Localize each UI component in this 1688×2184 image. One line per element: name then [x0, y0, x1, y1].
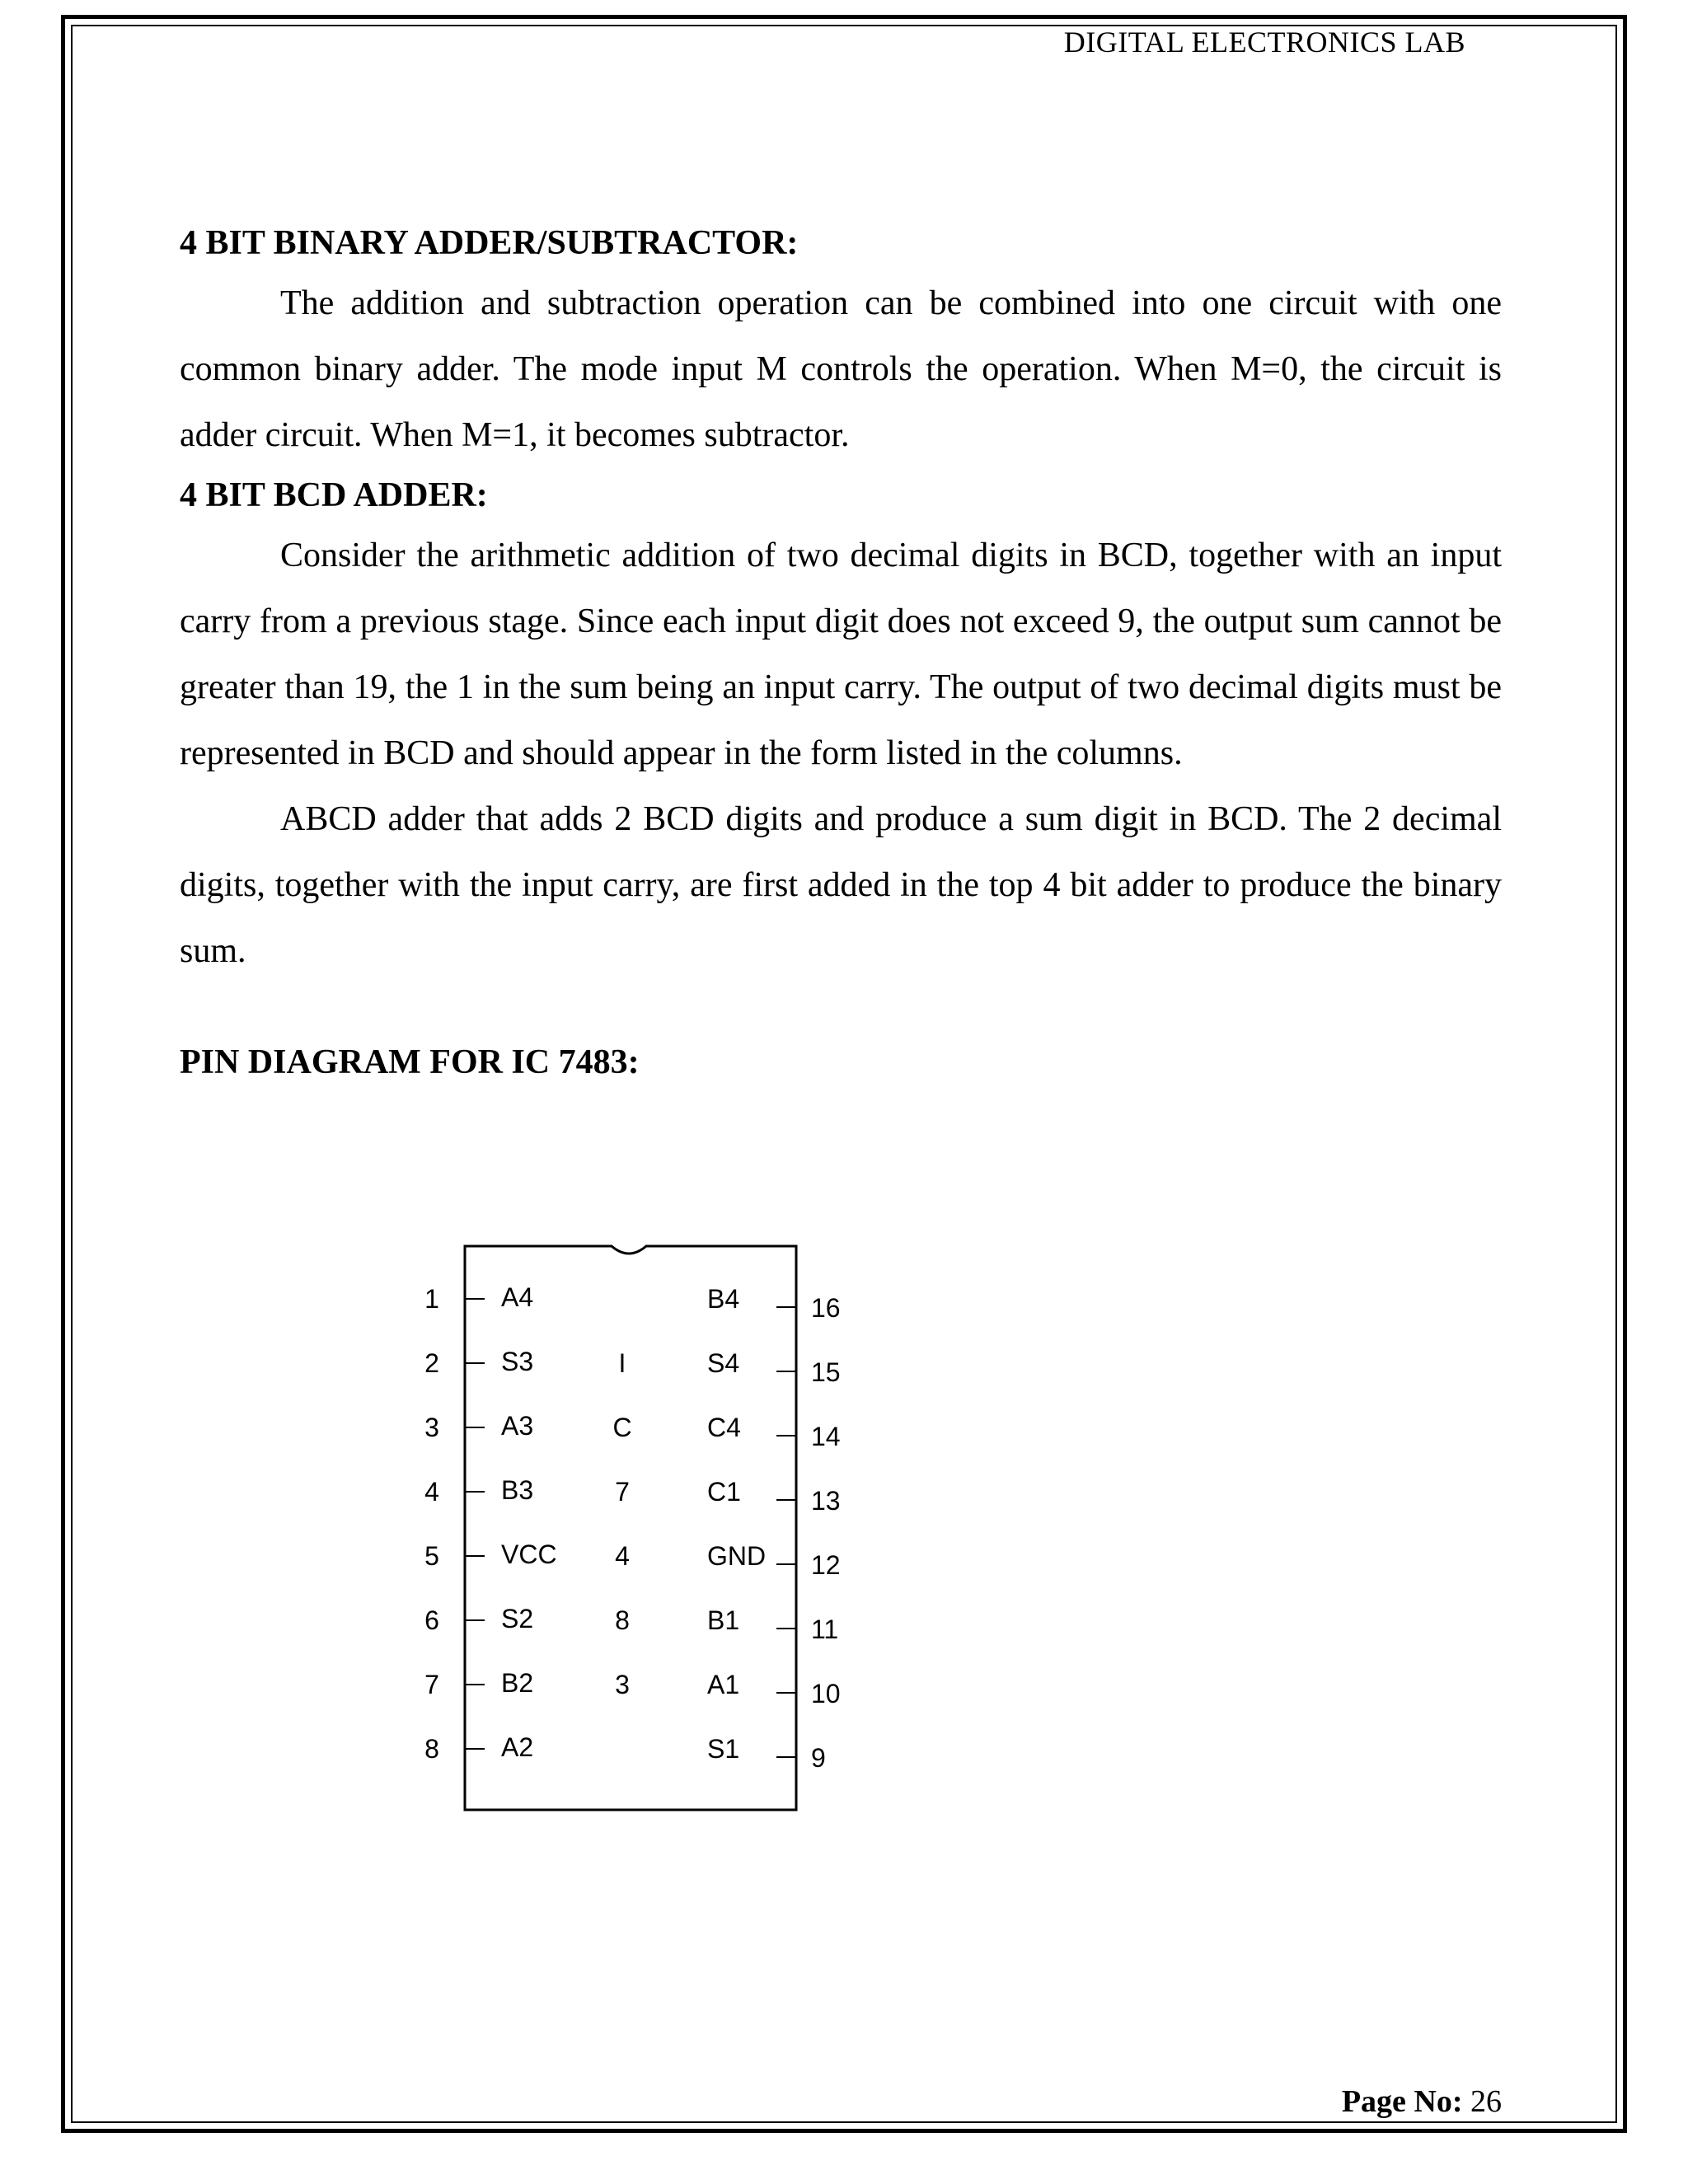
pin-name: S1	[707, 1734, 740, 1764]
right-pin	[707, 1284, 841, 1323]
pin-name: S4	[707, 1348, 740, 1378]
pin-number: 10	[811, 1679, 841, 1708]
pin-number: 6	[424, 1605, 439, 1635]
pin-number: 7	[424, 1670, 439, 1699]
right-pin	[707, 1541, 841, 1580]
pin-number: 15	[811, 1357, 841, 1387]
pin-name: B1	[707, 1605, 740, 1635]
pin-number: 4	[424, 1477, 439, 1507]
ic-body	[465, 1246, 796, 1810]
page-number-label: Page No:	[1341, 2084, 1463, 2119]
left-pin	[424, 1411, 533, 1442]
pin-number: 1	[424, 1284, 439, 1314]
paragraph-bcd-adder-2: ABCD adder that adds 2 BCD digits and produce a sum digit in BCD. The 2 decimal digits, together with the input carry, are first added in the top 4 bit adder to produce the binary sum.	[180, 800, 1502, 970]
pin-number: 5	[424, 1541, 439, 1571]
pin-name: S3	[501, 1347, 534, 1376]
right-pin	[707, 1605, 838, 1644]
pin-name: GND	[707, 1541, 767, 1571]
left-pin	[424, 1604, 533, 1635]
pin-name: S2	[501, 1604, 534, 1633]
chip-label-char: 8	[615, 1605, 630, 1635]
pin-name: B3	[501, 1475, 534, 1505]
paragraph-bcd-adder-1: Consider the arithmetic addition of two decimal digits in BCD, together with an input carry from a previous stage. Since each input digit does not exceed 9, the output sum cannot be greater than 19, the 1 in the sum being an input carry. The output of two decimal digits must be represented in BCD and should appear in the form listed in the columns.	[180, 537, 1502, 772]
right-pin-group	[707, 1284, 841, 1773]
chip-label-char: 4	[615, 1541, 630, 1571]
pin-name: A1	[707, 1670, 740, 1699]
page-footer	[1342, 2083, 1502, 2120]
ic-outline	[465, 1246, 796, 1810]
chip-label-char: I	[618, 1348, 626, 1378]
pin-name: A2	[501, 1732, 534, 1762]
section-title-adder-subtractor: 4 BIT BINARY ADDER/SUBTRACTOR:	[180, 224, 799, 262]
page-number: 26	[1470, 2084, 1502, 2119]
left-pin	[424, 1282, 533, 1314]
pin-number: 2	[424, 1348, 439, 1378]
section-title-bcd-adder: 4 BIT BCD ADDER:	[180, 476, 488, 514]
right-pin	[707, 1348, 841, 1387]
right-pin	[707, 1734, 826, 1773]
pin-number: 12	[811, 1550, 841, 1580]
pin-number: 16	[811, 1293, 841, 1323]
chip-label-group	[612, 1348, 631, 1699]
chip-label-char: C	[612, 1413, 632, 1442]
paragraph-adder-subtractor: The addition and subtraction operation can be combined into one circuit with one common binary adder. The mode input M controls the operation. When M=0, the circuit is adder circuit. When M=1, it becomes subtractor.	[180, 284, 1502, 454]
pin-name: C1	[707, 1477, 741, 1507]
pin-name: VCC	[501, 1540, 557, 1569]
pin-name: A4	[501, 1282, 534, 1312]
pin-number: 9	[811, 1743, 826, 1773]
pin-name: A3	[501, 1411, 534, 1441]
pin-number: 3	[424, 1413, 439, 1442]
left-pin	[424, 1540, 556, 1571]
running-header: DIGITAL ELECTRONICS LAB	[1063, 26, 1465, 59]
pin-name: B2	[501, 1668, 534, 1698]
section-title-pin-diagram: PIN DIAGRAM FOR IC 7483:	[180, 1043, 640, 1081]
pin-name: B4	[707, 1284, 740, 1314]
pin-number: 14	[811, 1422, 841, 1451]
right-pin	[707, 1477, 841, 1516]
left-pin	[424, 1732, 533, 1764]
chip-label-char: 7	[615, 1477, 630, 1507]
right-pin	[707, 1413, 841, 1451]
pin-number: 13	[811, 1486, 841, 1516]
right-pin	[707, 1670, 841, 1708]
pin-number: 8	[424, 1734, 439, 1764]
chip-label-char: 3	[615, 1670, 630, 1699]
pin-number: 11	[811, 1615, 839, 1644]
left-pin-group	[424, 1282, 556, 1764]
left-pin	[424, 1347, 533, 1378]
left-pin	[424, 1475, 533, 1507]
pin-name: C4	[707, 1413, 741, 1442]
left-pin	[424, 1668, 533, 1699]
